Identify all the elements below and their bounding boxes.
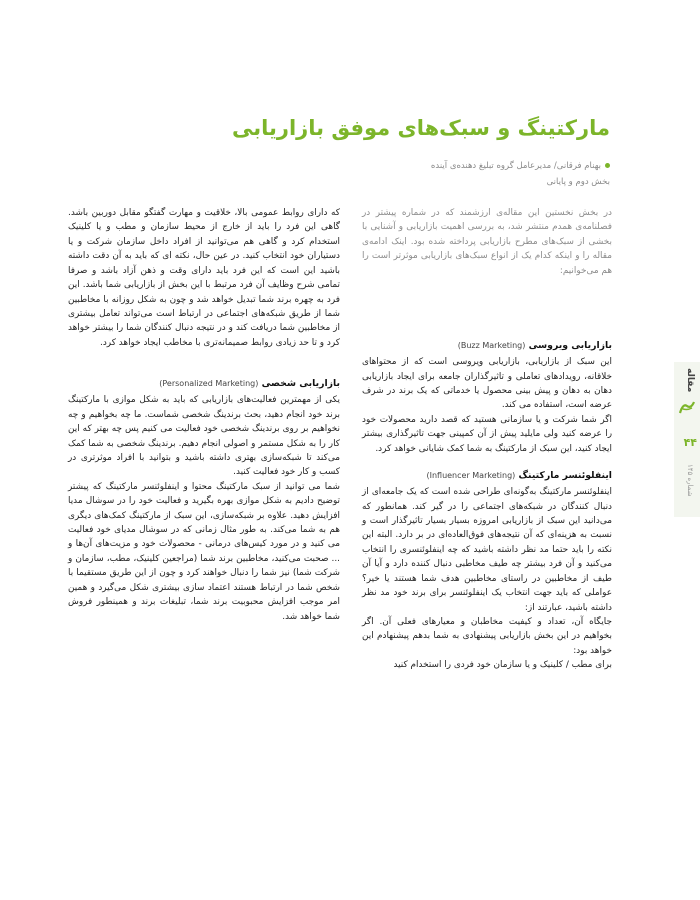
influencer-list-paragraph: جایگاه آن، تعداد و کیفیت مخاطبان و معیارهای فعلی آن. اگر بخواهیم در این بخش بازاریابی پیشنهادی به شما بدهم پیشنهادم این خواهد بود:: [362, 616, 612, 656]
buzz-heading: [362, 338, 612, 353]
buzz-heading-en: (Buzz Marketing): [457, 341, 526, 351]
influencer-heading-fa: اینفلوئنسر مارکتینگ: [518, 470, 612, 482]
author-text: بهنام فرقانی/ مدیرعامل گروه تبلیغ دهنده‌ی آینده: [430, 161, 601, 171]
buzz-heading-fa: بازاریابی ویروسی: [528, 340, 612, 352]
right-column: [362, 206, 612, 673]
personalized-heading-en: (Personalized Marketing): [159, 379, 259, 389]
buzz-paragraph: این سبک از بازاریابی، بازاریابی ویروسی است که از محتواهای خلاقانه، رویدادهای تعاملی و تاثیرگذاران جامعه برای ایجاد بازاریابی دهان به دهان و پیش بینی محصول یا خدماتی که یک برند در شرف عرضه است، استفاده می کند.: [362, 357, 612, 411]
buzz-paragraph-2: اگر شما شرکت و یا سازمانی هستید که قصد دارید محصولات خود را عرضه کنید ولی مایلید پیش از آن کمپینی جهت تاثیرگذاری بیشتر ایجاد کنید، این سبک از مارکتینگ به شما کمک شایانی خواهد کرد.: [362, 414, 612, 454]
author-line: [210, 160, 610, 173]
personalized-heading: [68, 376, 340, 391]
magazine-logo-icon: [678, 400, 696, 416]
intro-paragraph: در بخش نخستین این مقاله‌ی ارزشمند که در شماره پیشتر در فصلنامه‌ی همدم منتشر شد، به بررسی اهمیت بازاریابی و آشنایی با بخشی از سبک‌های مطرح بازاریابی پرداخته شده بود. اینک ادامه‌ی مقاله را و اینکه کدام یک از انواع سبک‌های بازاریابی موثرتر است را هم می‌خوانیم:: [362, 208, 612, 276]
bullet-dot-icon: [605, 163, 610, 168]
issue-number: شماره ۱۴۵: [686, 464, 694, 497]
influencer-heading: [362, 468, 612, 483]
influencer-closing: برای مطب / کلینیک و یا سازمان خود فردی را استخدام کنید: [393, 660, 612, 671]
left-column: [68, 206, 340, 624]
side-label: مقاله: [685, 368, 695, 393]
influencer-heading-en: (Influencer Marketing): [426, 471, 516, 481]
personalized-paragraph: یکی از مهمترین فعالیت‌های بازاریابی که باید به شکل موازی با مارکتینگ برند خود انجام دهید، بحث برندینگ شخصی شماست. ما چه بخواهیم و چه نخواهیم بر روی برندینگ شخصی خود فعالیت می کنیم پس چه بهتر که این کار را به شکل مستمر و اصولی انجام دهیم. برندینگ شخصی به شما کمک می‌کند تا شبکه‌سازی بهتری داشته باشید و بتوانید با افراد موثرتری در کسب و کار خود فعالیت کنید.: [68, 395, 340, 478]
personalized-paragraph-2: شما می توانید از سبک مارکتینگ محتوا و اینفلوئنسر مارکتینگ که پیشتر توضیح دادیم به شکل موازی بهره بگیرید و فعالیت خود را در سوشال مدیا افزایش دهید. علاوه بر شبکه‌سازی، این سبک از مارکتینگ کمک‌های دیگری هم به شما می‌کند. به طور مثال زمانی که در سوشال مدیای خود فعالیت می کنید و در مورد کیس‌های درمانی - محصولات خود و مزیت‌های آن‌ها و ... صحبت می‌کنید، مخاطبین برند شما (مراجعین کلینیک، مطب، سازمان و شرکت شما) نیز شما را دنبال خواهند کرد و چون از این طریق مستقیما با شخص شما در ارتباط هستند اعتماد سازی بیشتری شکل می‌گیرد و همین امر موجب افزایش محبوبیت برند شما، تبلیغات برند و همینطور فروش شما خواهد شد.: [68, 481, 340, 622]
influencer-paragraph: اینفلوئنسر مارکتینگ به‌گونه‌ای طراحی شده است که یک جامعه‌ای از دنبال کنندگان در شبکه‌های اجتماعی را در گیر کند. همانطور که می‌دانید این سبک از بازاریابی امروزه بسیار بسیار تاثیرگذار است و نسبت به هزینه‌ای که آن نتیجه‌های فوق‌العاده‌ای در بر دارد. البته این نکته را باید حتما مد نظر داشته باشید که چه اینفلوئنسری را انتخاب می‌کنید و آن فرد بیشتر چه طیف مخاطبی دنبال کننده دارد و آیا آن طیف از مخاطبین در راستای مخاطبین هدف شما هستند یا خیر؟ عواملی که باید جهت انتخاب یک اینفلوئنسر برای برند خود مد نظر داشته باشید، عبارتند از:: [362, 487, 612, 613]
left-intro-paragraph: که دارای روابط عمومی بالا، خلاقیت و مهارت گفتگو مقابل دوربین باشد. گاهی این فرد را باید از خارج از محیط سازمان و مطب و یا کلینیک استخدام کرد و گاهی هم می‌توانید از افراد داخل سازمان شرکت و یا دستیاران خود انتخاب کنید. در عین حال، نکته ای که باید به آن دقت داشته باشید این است که این فرد باید دارای وقت و ذهن آزاد باشد و صرفا تمامی شرح وظایف آن فرد مرتبط با این بخش از بازاریابی شما باشد. این فرد به چهره برند شما تبدیل خواهد شد و چون به شکل روزانه با مخاطبین شما از طریق شبکه‌های اجتماعی در ارتباط است می‌تواند تعامل بیشتری از مخاطبین شما دریافت کند و در نتیجه دنبال کنندگان شما را بیشتر خواهد کرد و تا حد زیادی روابط صمیمانه‌تری با مخاطب ایجاد خواهد کرد.: [68, 208, 340, 348]
section-note: بخش دوم و پایانی: [546, 177, 610, 187]
page-number: ۴۴: [683, 436, 697, 449]
personalized-heading-fa: بازاریابی شخصی: [261, 378, 340, 390]
article-title: مارکتینگ و سبک‌های موفق بازاریابی: [231, 116, 610, 140]
